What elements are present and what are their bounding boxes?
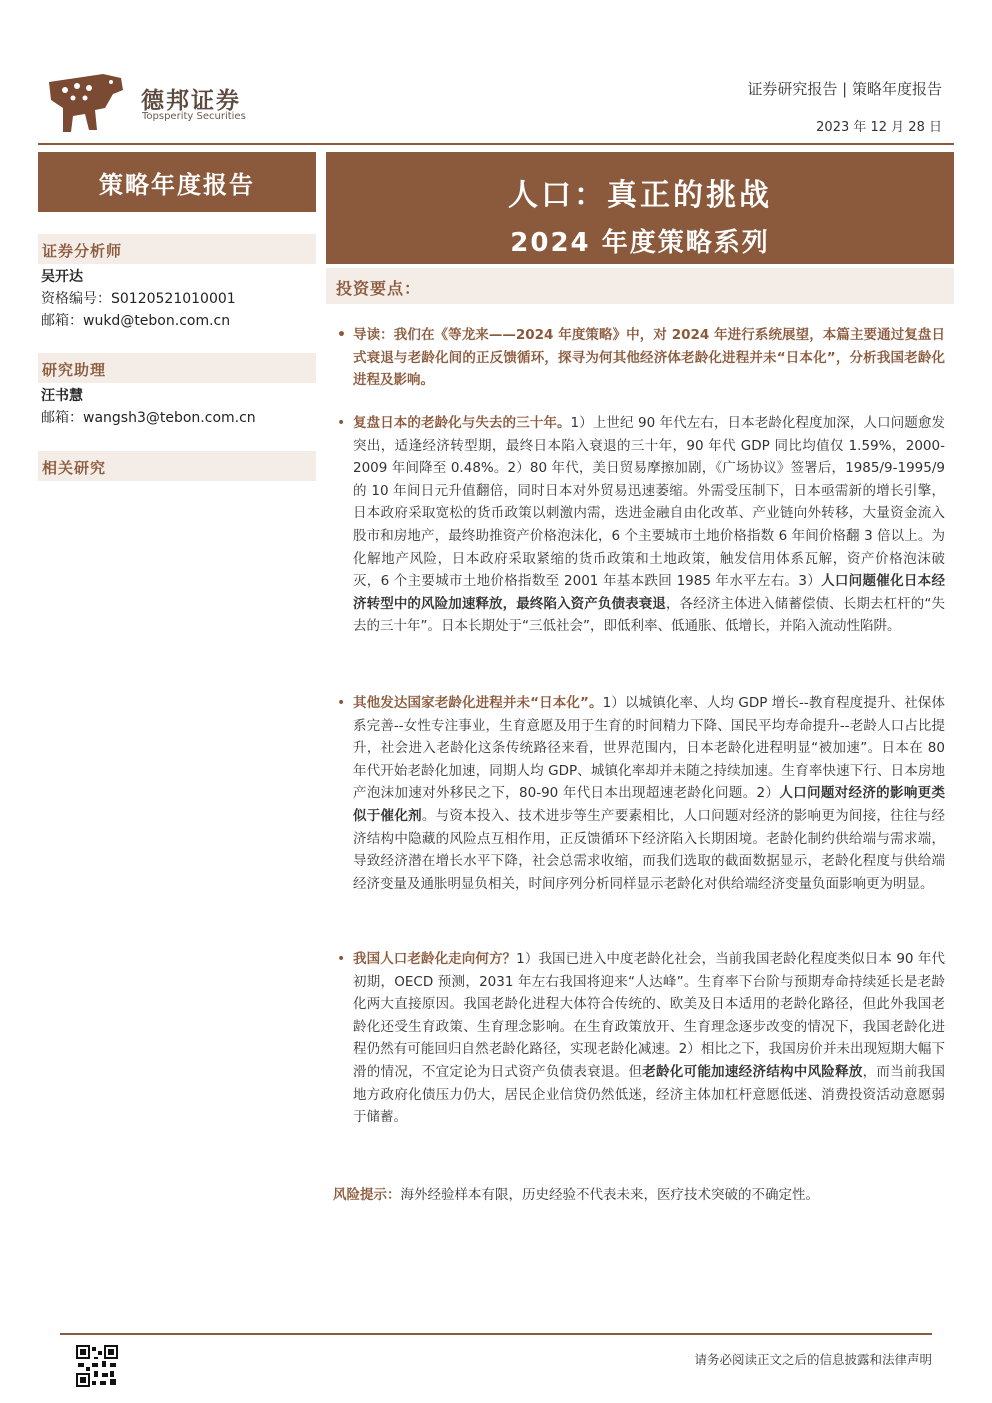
intro-text: • 导读：我们在《等龙来——2024 年度策略》中，对 2024 年进行系统展望，本篇主要通过复盘日式衰退与老龄化间的正反馈循环，探寻为何其他经济体老龄化进程并未“日本化”，分析我国老龄化进程及影响。 — [333, 324, 945, 392]
analyst-heading: 证券分析师 — [38, 234, 316, 264]
bullet-other-countries — [333, 692, 945, 895]
japan-text-2: ，各经济主体进入储蓄偿债、长期去杠杆的“失去的三十年”。日本长期处于“三低社会”，即低利率、低通胀、低增长，并陷入流动性陷阱。 — [353, 595, 945, 635]
japan-text-1: 1）上世纪 90 年代左右，日本老龄化程度加深，人口问题愈发突出，适逢经济转型期，最终日本陷入衰退的三十年，90 年代 GDP 同比均值仅 1.59%，2000-2009 年间降至 0.48%。2）80 年代，美日贸易摩擦加剧，《广场协议》签署后，1985/9-1995/9 的 10 年间日元升值翻倍，同时日本对外贸易迅速萎缩。外需受压制下，日本亟需新的增长引擎，日本政府采取宽松的货币政策以刺激内需，迭进金融自由化改革、产业链向外转移，大量资金流入股市和房地产，最终助推资产价格泡沫化，6 个主要城市土地价格指数 6 年间价格翻 3 倍以上。为化解地产风险，日本政府采取紧缩的货币政策和土地政策，触发信用体系瓦解，资产价格泡沫破灭，6 个主要城市土地价格指数至 2001 年基本跌回 1985 年水平左右。3） — [353, 415, 945, 590]
analyst-name: 吴开达 — [41, 269, 83, 285]
japan-emphasis: 人口问题催化日本经济转型中的风险加速释放，最终陷入资产负债表衰退 — [353, 573, 945, 612]
analyst-section — [38, 234, 316, 332]
china-text-2: ，而当前我国地方政府化债压力仍大，居民企业信贷仍然低迷，经济主体加杠杆意愿低迷、消费投资活动意愿弱于储蓄。 — [353, 1063, 946, 1126]
assistant-heading: 研究助理 — [38, 353, 316, 383]
related-research-section — [38, 451, 316, 481]
leopard-logo-icon — [45, 68, 125, 138]
report-date: 2023 年 12 月 28 日 — [816, 120, 942, 135]
report-subtitle: 2024 年度策略系列 — [510, 228, 770, 258]
disclaimer-notice: 请务必阅读正文之后的信息披露和法律声明 — [694, 1352, 932, 1367]
footer-divider — [60, 1333, 932, 1335]
china-emphasis: 老龄化可能加速经济结构中风险释放 — [642, 1063, 863, 1080]
japan-heading: 复盘日本的老龄化与失去的三十年。 — [353, 415, 571, 431]
analyst-email[interactable]: 邮箱：wukd@tebon.com.cn — [41, 313, 231, 329]
company-logo — [45, 68, 265, 140]
risk-label: 风险提示： — [333, 1187, 401, 1203]
report-title: 人口：真正的挑战 — [508, 178, 772, 213]
qr-code-icon[interactable] — [76, 1345, 118, 1387]
title-banner — [326, 152, 954, 264]
china-heading: 我国人口老龄化走向何方？ — [353, 951, 517, 967]
other-countries-paragraph — [333, 692, 945, 895]
report-type-label: 证券研究报告 | 策略年度报告 — [747, 80, 942, 98]
brand-name-cn: 德邦证券 — [141, 88, 241, 114]
risk-warning — [333, 1184, 945, 1206]
risk-text: 海外经验样本有限，历史经验不代表未来，医疗技术突破的不确定性。 — [400, 1187, 819, 1203]
other-countries-emphasis: 人口问题对经济的影响更类似于催化剂 — [353, 785, 946, 824]
bullet-intro — [333, 324, 945, 392]
risk-line — [333, 1184, 945, 1206]
other-countries-text-2: 。与资本投入、技术进步等生产要素相比，人口问题对经济的影响更为间接，往往与经济结构中隐藏的风险点互相作用，正反馈循环下经济陷入长期困境。老龄化制约供给端与需求端，导致经济潜在增长水平下降，社会总需求收缩，而我们选取的截面数据显示，老龄化程度与供给端经济变量及通胀明显负相关，时间序列分析同样显示老龄化对供给端经济变量负面影响更为明显。 — [353, 807, 946, 892]
brand-name-en: Topsperity Securities — [142, 111, 246, 122]
header-divider — [38, 143, 954, 145]
report-category-banner: 策略年度报告 — [38, 152, 316, 212]
analyst-cert: 资格编号：S0120521010001 — [41, 291, 236, 307]
china-paragraph — [333, 948, 945, 1129]
assistant-name: 汪书慧 — [41, 388, 83, 404]
china-text-1: 1）我国已进入中度老龄化社会，当前我国老龄化程度类似日本 90 年代初期，OECD 预测，2031 年左右我国将迎来“人达峰”。生育率下台阶与预期寿命持续延长是老龄化两大直接原因。我国老龄化进程大体符合传统的、欧美及日本适用的老龄化路径，但此外我国老龄化还受生育政策、生育理念影响。在生育政策放开、生育理念逐步改变的情况下，我国老龄化进程仍然有可能回归自然老龄化路径，实现老龄化减速。2）相比之下，我国房价并未出现短期大幅下滑的情况，不宜定论为日式资产负债表衰退。但 — [353, 951, 945, 1080]
other-countries-text-1: 1）以城镇化率、人均 GDP 增长--教育程度提升、社保体系完善--女性专注事业，生育意愿及用于生育的时间精力下降、国民平均寿命提升--老龄人口占比提升，社会进入老龄化这条传统路径来看，世界范围内，日本老龄化进程明显“被加速”。日本在 80 年代开始老龄化加速，同期人均 GDP、城镇化率却并未随之持续加速。生育率快速下行、日本房地产泡沫加速对外移民之下，80-90 年代日本出现超速老龄化问题。2） — [353, 695, 945, 802]
assistant-email[interactable]: 邮箱：wangsh3@tebon.com.cn — [41, 410, 256, 426]
bullet-japan — [333, 412, 945, 638]
bullet-china — [333, 948, 945, 1129]
key-points-heading: 投资要点： — [326, 268, 954, 304]
related-research-heading: 相关研究 — [38, 451, 316, 481]
other-countries-heading: 其他发达国家老龄化进程并未“日本化”。 — [353, 695, 603, 711]
assistant-section — [38, 353, 316, 429]
japan-paragraph — [333, 412, 945, 638]
